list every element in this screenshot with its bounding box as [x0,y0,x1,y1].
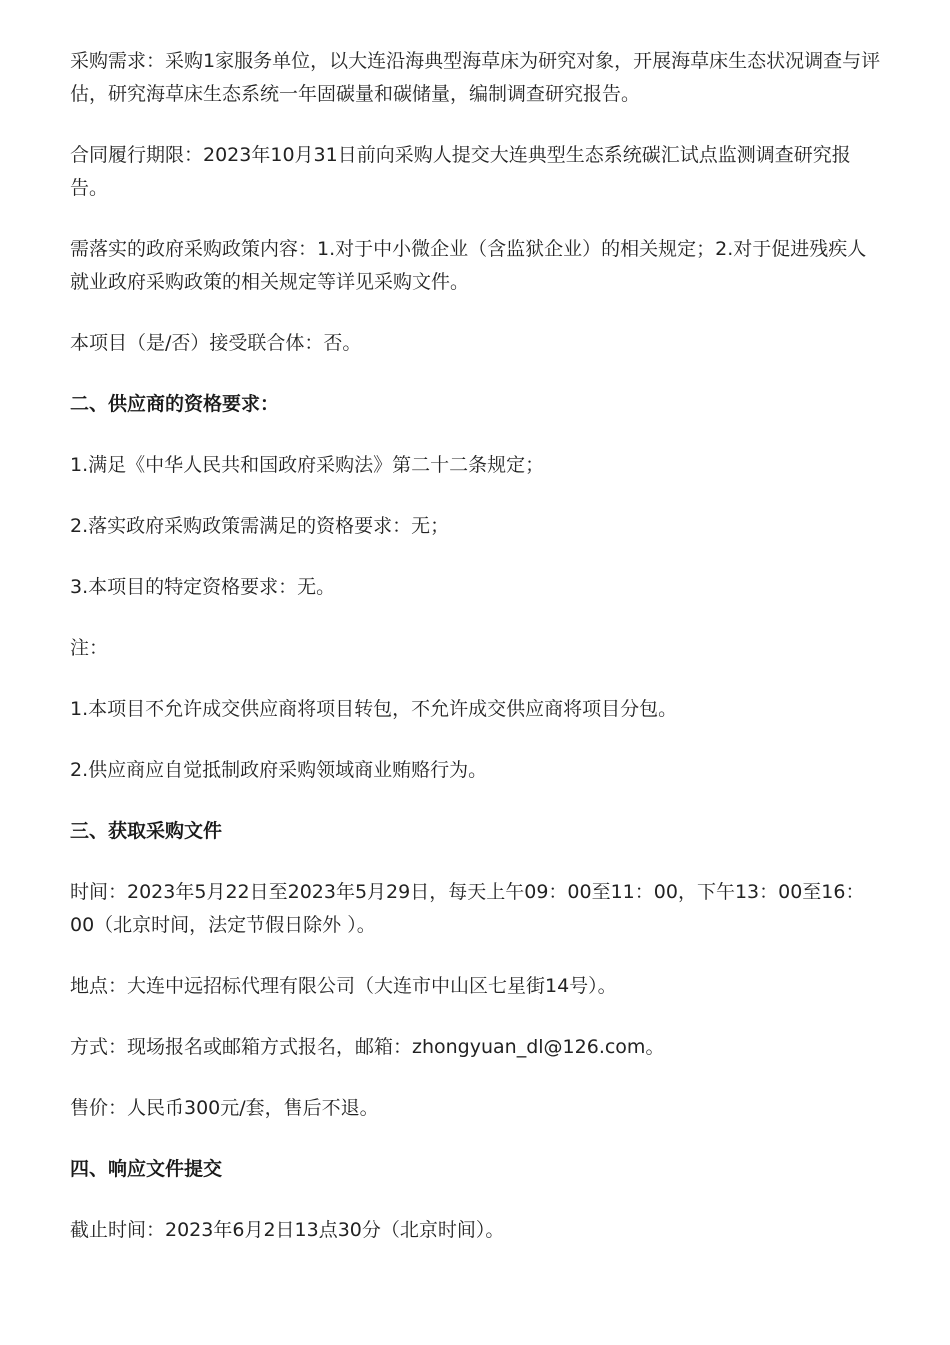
obtain-time: 时间：2023年5月22日至2023年5月29日，每天上午09：00至11：00，下午13：00至16：00（北京时间，法定节假日除外 ）。 [70,881,865,936]
policy-content: 需落实的政府采购政策内容：1.对于中小微企业（含监狱企业）的相关规定；2.对于促进残疾人就业政府采购政策的相关规定等详见采购文件。 [70,238,867,293]
section-heading-submission: 四、响应文件提交 [70,1158,223,1180]
consortium-acceptance: 本项目（是/否）接受联合体：否。 [70,332,362,354]
procurement-requirement: 采购需求：采购1家服务单位，以大连沿海典型海草床为研究对象，开展海草床生态状况调查与评估，研究海草床生态系统一年固碳量和碳储量，编制调查研究报告。 [70,50,881,105]
document-body [70,45,885,1275]
document-price: 售价：人民币300元/套，售后不退。 [70,1097,379,1119]
qualification-item-3: 3.本项目的特定资格要求：无。 [70,576,336,598]
obtain-place: 地点：大连中远招标代理有限公司（大连市中山区七星街14号）。 [70,975,617,997]
note-label: 注： [70,637,109,659]
note-item-2: 2.供应商应自觉抵制政府采购领域商业贿赂行为。 [70,759,488,781]
qualification-item-1: 1.满足《中华人民共和国政府采购法》第二十二条规定； [70,454,545,476]
qualification-item-2: 2.落实政府采购政策需满足的资格要求：无； [70,515,450,537]
submission-deadline: 截止时间：2023年6月2日13点30分（北京时间）。 [70,1219,505,1241]
note-item-1: 1.本项目不允许成交供应商将项目转包，不允许成交供应商将项目分包。 [70,698,678,720]
contract-period: 合同履行期限：2023年10月31日前向采购人提交大连典型生态系统碳汇试点监测调查研究报告。 [70,144,851,199]
obtain-method: 方式：现场报名或邮箱方式报名，邮箱：zhongyuan_dl@126.com。 [70,1036,665,1058]
section-heading-qualifications: 二、供应商的资格要求： [70,393,280,415]
section-heading-obtain-documents: 三、获取采购文件 [70,820,223,842]
